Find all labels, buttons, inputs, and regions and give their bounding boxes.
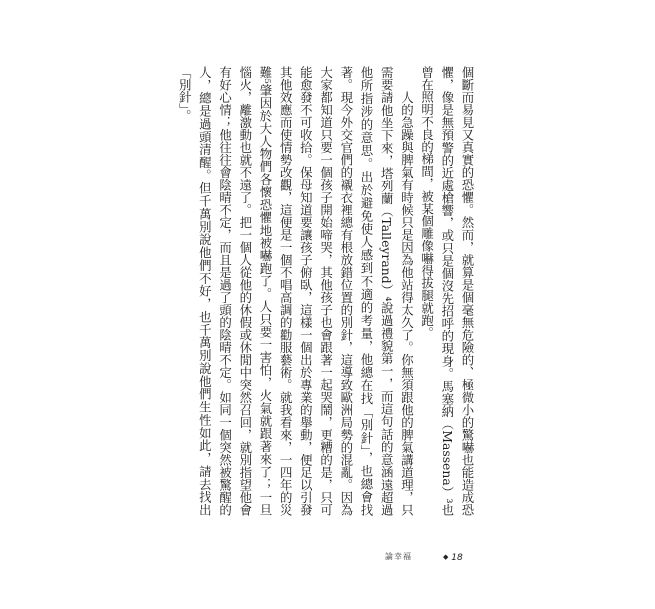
vertical-body-text — [174, 66, 477, 516]
page-number: 18 — [451, 553, 463, 563]
page-footer — [0, 551, 655, 565]
paragraph-1: 個斷而易見又真實的恐懼。然而，就算是個毫無危險的、極微小的驚嚇也能造成恐懼，像是無預警的近處槍響，或只是個沒先招呼的現身。馬塞納（Massena）³也曾在照明不良的梯間，被某個雕像嚇得拔腿就跑。 — [419, 66, 475, 516]
paragraph-2: 人的急躁與脾氣有時候只是因為他站得太久了。你無須跟他的脾氣講道理，只需要請他坐下來，塔列蘭（Talleyrand）⁴說過禮貌第一，而這句話的意涵遠超過他所指涉的意思。出於避免使人感到不適的考量，他總在找「別針」，也總會找著。現今外交官們的襯衣裡總有根放錯位置的別針，這導致歐洲局勢的混亂。因為大家都知道只要一個孩子開始啼哭，其他孩子也會跟著一起哭鬧，更糟的是，只可能愈發不可收拾。保母知道要讓孩子俯臥，這樣一個出於專業的舉動，便足以引發其他效應而使情勢改觀，這便是一個不唱高調的勸服藝術。就我看來，一四年的災難⁵肇因於大人物們各懷恐懼地被嚇跑了。人只要一害怕，火氣就跟著來了；一旦惱火，離激動也就不遠了。把一個人從他的休假或休閒中突然召回，就別指望他會有好心情；他往往會陰晴不定，而且是過了頭的陰晴不定。如同一個突然被驚醒的人，總是過頭清醒。但千萬別說他們不好，也千萬別說他們生性如此，請去找出「別針」。 — [177, 66, 415, 516]
page-number-group — [443, 551, 463, 564]
running-title: 論幸福 — [385, 552, 412, 561]
diamond-ornament-icon: ◆ — [443, 553, 449, 561]
